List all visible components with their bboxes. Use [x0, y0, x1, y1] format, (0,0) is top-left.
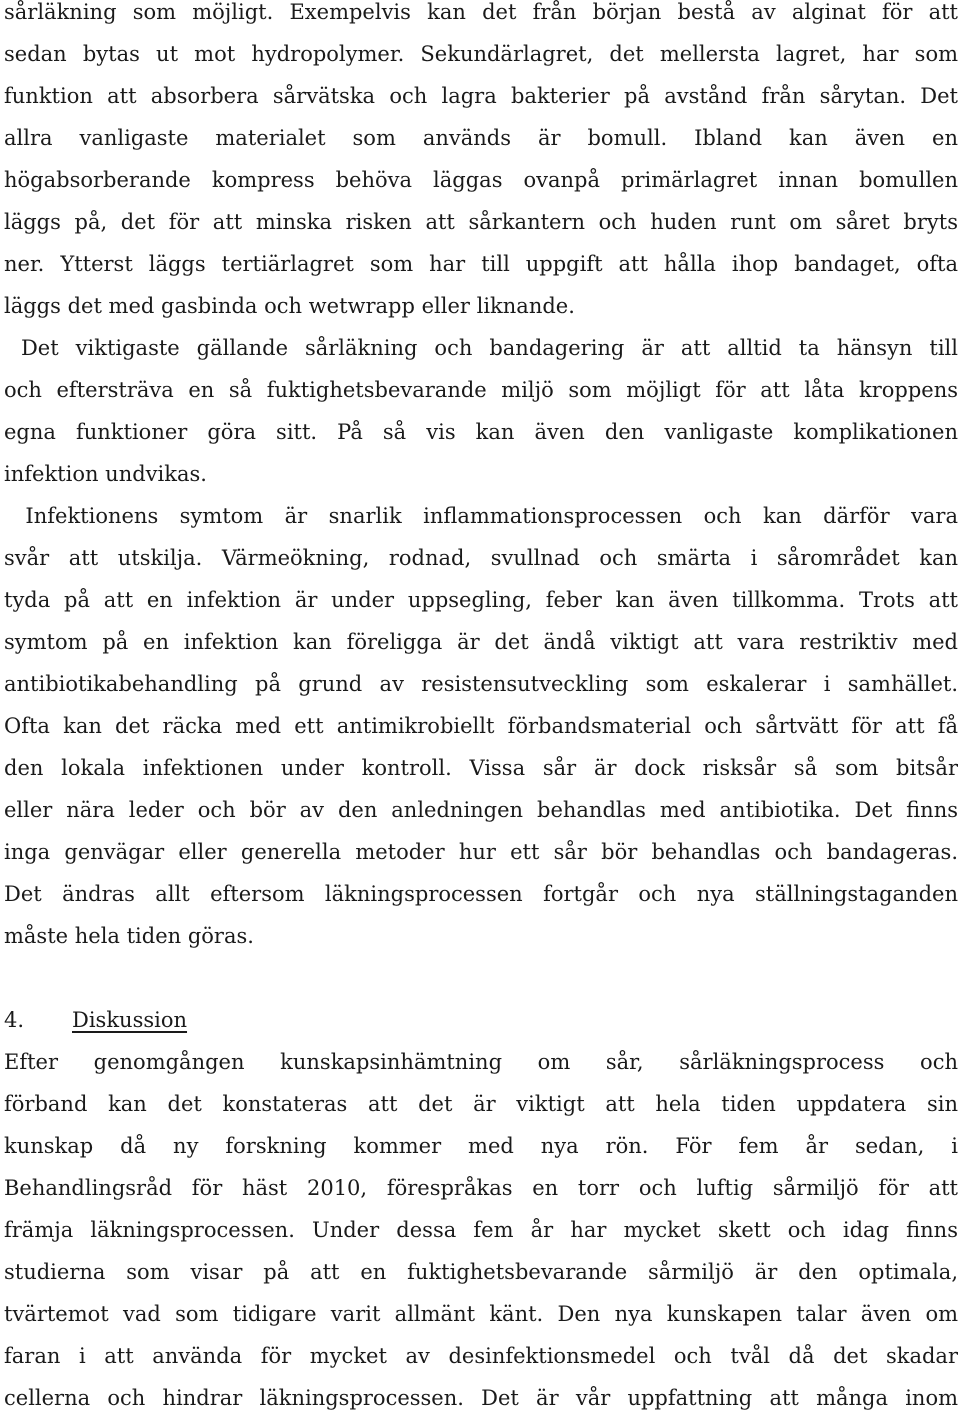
text-line: ner. Ytterst läggs tertiärlagret som har till uppgift att hålla ihop bandaget, ofta — [4, 252, 958, 276]
text-line: den lokala infektionen under kontroll. Vissa sår är dock risksår så som bitsår — [4, 756, 958, 780]
text-line: infektion undvikas. — [4, 462, 207, 486]
text-line: förband kan det konstateras att det är viktigt att hela tiden uppdatera sin — [4, 1092, 958, 1116]
text-line: Infektionens symtom är snarlik inflammationsprocessen och kan därför vara — [4, 504, 958, 528]
text-line: Det viktigaste gällande sårläkning och bandagering är att alltid ta hänsyn till — [4, 336, 958, 360]
text-line: tyda på att en infektion är under uppsegling, feber kan även tillkomma. Trots att — [4, 588, 958, 612]
text-line: sedan bytas ut mot hydropolymer. Sekundärlagret, det mellersta lagret, har som — [4, 42, 958, 66]
text-line: måste hela tiden göras. — [4, 924, 254, 948]
text-line: faran i att använda för mycket av desinfektionsmedel och tvål då det skadar — [4, 1344, 958, 1368]
text-line: kunskap då ny forskning kommer med nya rön. För fem år sedan, i — [4, 1134, 958, 1158]
text-line: inga genvägar eller generella metoder hur ett sår bör behandlas och bandageras. — [4, 840, 958, 864]
text-line: främja läkningsprocessen. Under dessa fem år har mycket skett och idag finns — [4, 1218, 958, 1242]
paragraph-infection-symptoms — [4, 495, 958, 957]
text-line: eller nära leder och bör av den anledningen behandlas med antibiotika. Det finns — [4, 798, 958, 822]
text-line: antibiotikabehandling på grund av resistensutveckling som eskalerar i samhället. — [4, 672, 958, 696]
section-heading — [4, 999, 958, 1041]
text-line: läggs det med gasbinda och wetwrapp eller liknande. — [4, 294, 575, 318]
text-line: svår att utskilja. Värmeökning, rodnad, svullnad och smärta i sårområdet kan — [4, 546, 958, 570]
text-line: Behandlingsråd för häst 2010, förespråkas en torr och luftig sårmiljö för att — [4, 1176, 958, 1200]
text-line: symtom på en infektion kan föreligga är det ändå viktigt att vara restriktiv med — [4, 630, 958, 654]
text-line: cellerna och hindrar läkningsprocessen. Det är vår uppfattning att många inom — [4, 1386, 958, 1410]
text-line: högabsorberande kompress behöva läggas ovanpå primärlagret innan bomullen — [4, 168, 958, 192]
document-page — [4, 0, 958, 1419]
paragraph-discussion — [4, 1041, 958, 1419]
text-line: läggs på, det för att minska risken att sårkantern och huden runt om såret bryts — [4, 210, 958, 234]
text-line: tvärtemot vad som tidigare varit allmänt känt. Den nya kunskapen talar även om — [4, 1302, 958, 1326]
section-title: Diskussion — [72, 1008, 188, 1032]
text-line: och eftersträva en så fuktighetsbevarande miljö som möjligt för att låta kroppens — [4, 378, 958, 402]
section-number: 4. — [4, 1008, 25, 1032]
text-line: sårläkning som möjligt. Exempelvis kan det från början bestå av alginat för att — [4, 0, 958, 24]
text-line: egna funktioner göra sitt. På så vis kan även den vanligaste komplikationen — [4, 420, 958, 444]
text-line: Efter genomgången kunskapsinhämtning om sår, sårläkningsprocess och — [4, 1050, 958, 1074]
text-line: Ofta kan det räcka med ett antimikrobiellt förbandsmaterial och sårtvätt för att få — [4, 714, 958, 738]
text-line: allra vanligaste materialet som används är bomull. Ibland kan även en — [4, 126, 958, 150]
text-line: funktion att absorbera sårvätska och lagra bakterier på avstånd från sårytan. Det — [4, 84, 958, 108]
text-line: Det ändras allt eftersom läkningsprocessen fortgår och nya ställningstaganden — [4, 882, 958, 906]
paragraph-wound-dressing-layers — [4, 0, 958, 327]
text-line: studierna som visar på att en fuktighetsbevarande sårmiljö är den optimala, — [4, 1260, 958, 1284]
paragraph-moist-environment — [4, 327, 958, 495]
section-spacer — [4, 957, 958, 999]
